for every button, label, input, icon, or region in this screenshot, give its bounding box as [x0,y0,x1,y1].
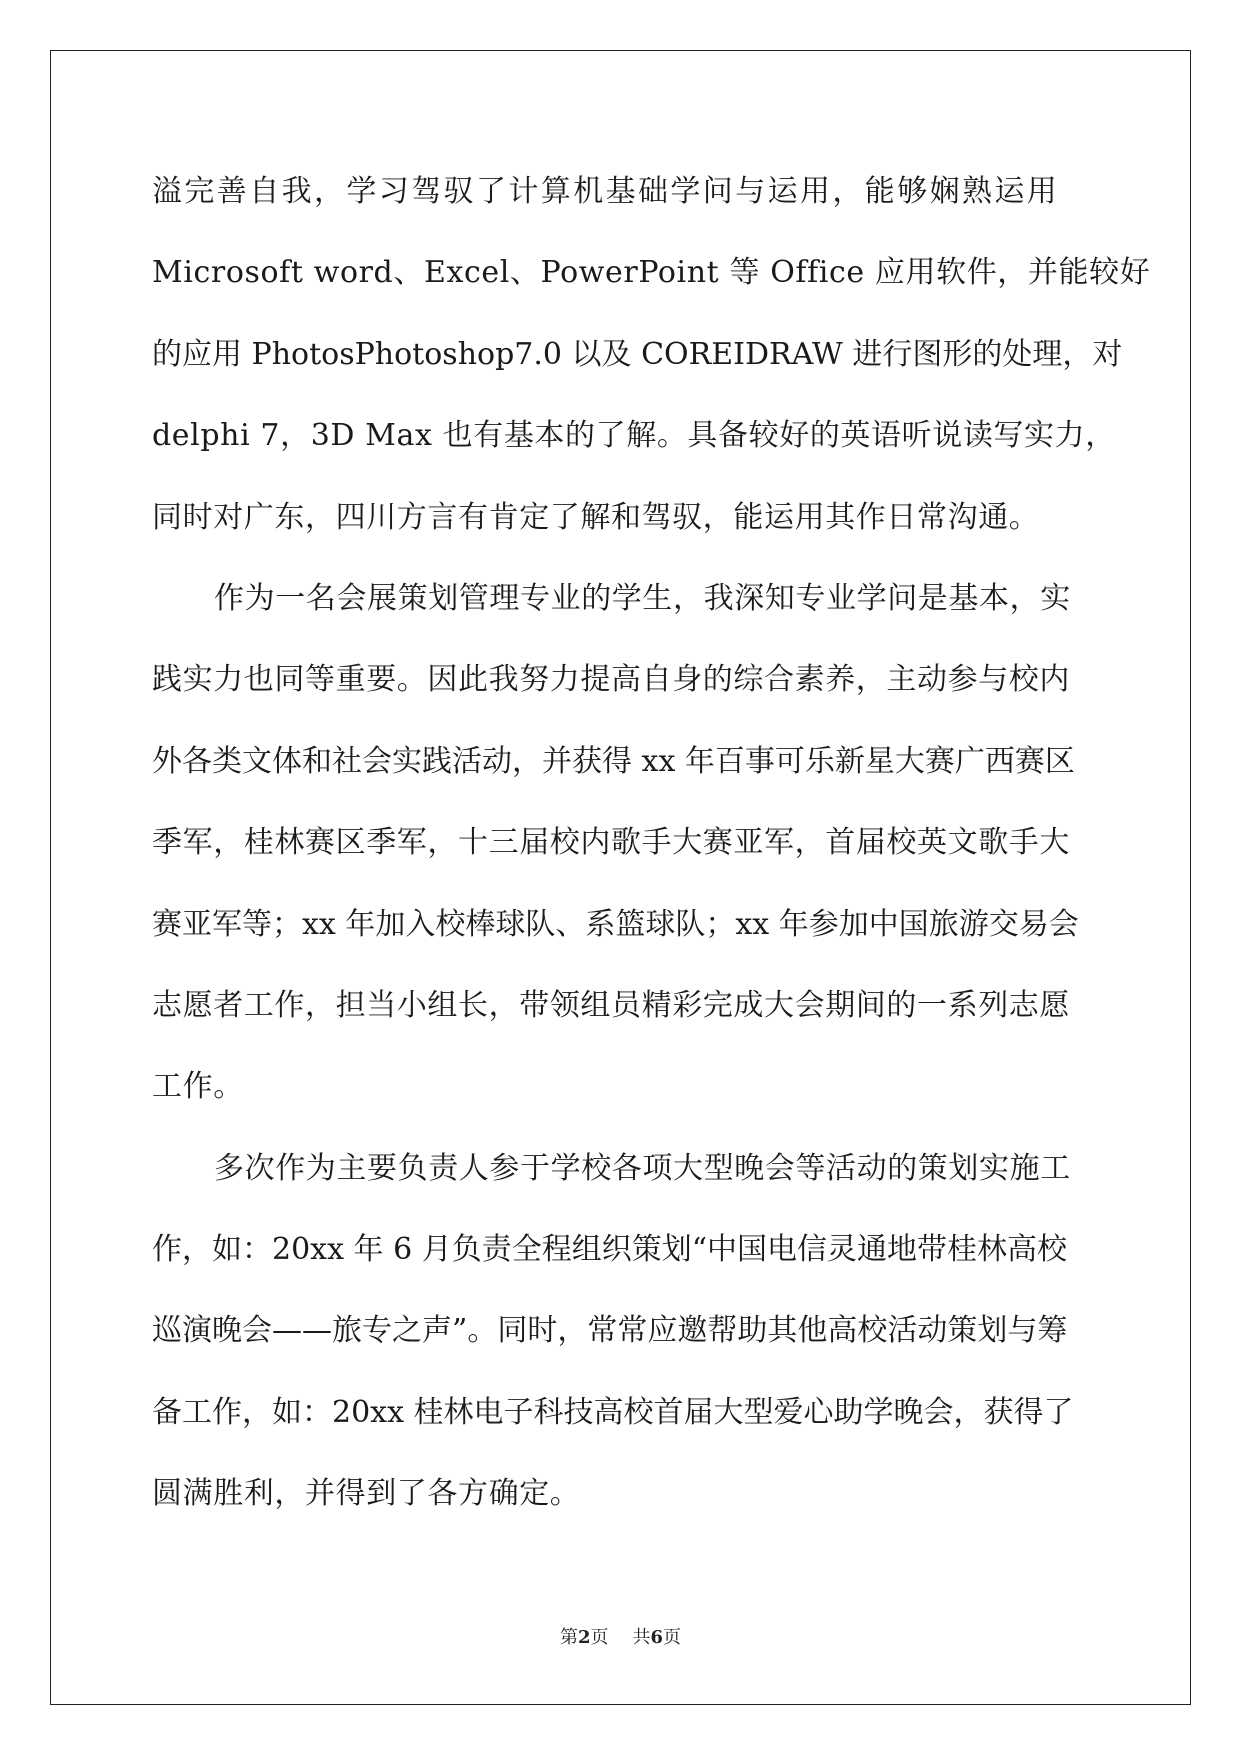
text-line: 的应用 PhotosPhotoshop7.0 以及 COREIDRAW 进行图形的处理，对 [152,336,1123,372]
text-line: 志愿者工作，担当小组长，带领组员精彩完成大会期间的一系列志愿 [152,987,1070,1023]
paragraph-start-line: 作为一名会展策划管理专业的学生，我深知专业学问是基本，实 [214,580,1071,616]
page-prefix: 第 [559,1627,578,1648]
text-line: 备工作，如：20xx 桂林电子科技高校首届大型爱心助学晚会，获得了 [152,1394,1074,1430]
document-body [152,162,1151,1546]
page-footer [0,1626,1241,1650]
current-page-number: 2 [577,1627,591,1648]
text-line: delphi 7，3D Max 也有基本的了解。具备较好的英语听说读写实力， [152,418,1116,454]
text-line: 同时对广东，四川方言有肯定了解和驾驭，能运用其作日常沟通。 [152,499,1040,535]
text-line: 作，如：20xx 年 6 月负责全程组织策划“中国电信灵通地带桂林高校 [152,1232,1068,1268]
text-line: 践实力也同等重要。因此我努力提高自身的综合素养，主动参与校内 [152,662,1070,698]
text-line: 赛亚军等；xx 年加入校棒球队、系篮球队；xx 年参加中国旅游交易会 [152,906,1079,942]
text-line: 巡演晚会——旅专之声”。同时，常常应邀帮助其他高校活动策划与筹 [152,1313,1068,1349]
text-line: 季军，桂林赛区季军，十三届校内歌手大赛亚军，首届校英文歌手大 [152,825,1070,861]
total-prefix: 共 [632,1627,651,1648]
total-suffix: 页 [663,1627,682,1648]
text-line: 圆满胜利，并得到了各方确定。 [152,1476,581,1512]
paragraph-start-line: 多次作为主要负责人参于学校各项大型晚会等活动的策划实施工 [214,1150,1071,1186]
page-suffix: 页 [590,1627,609,1648]
text-line: 外各类文体和社会实践活动，并获得 xx 年百事可乐新星大赛广西赛区 [152,743,1075,779]
total-page-count: 6 [650,1627,664,1648]
text-line: 工作。 [152,1069,244,1105]
text-line: Microsoft word、Excel、PowerPoint 等 Office 应用软件，并能较好 [152,255,1151,291]
text-line: 溢完善自我，学习驾驭了计算机基础学问与运用，能够娴熟运用 [152,174,1060,209]
